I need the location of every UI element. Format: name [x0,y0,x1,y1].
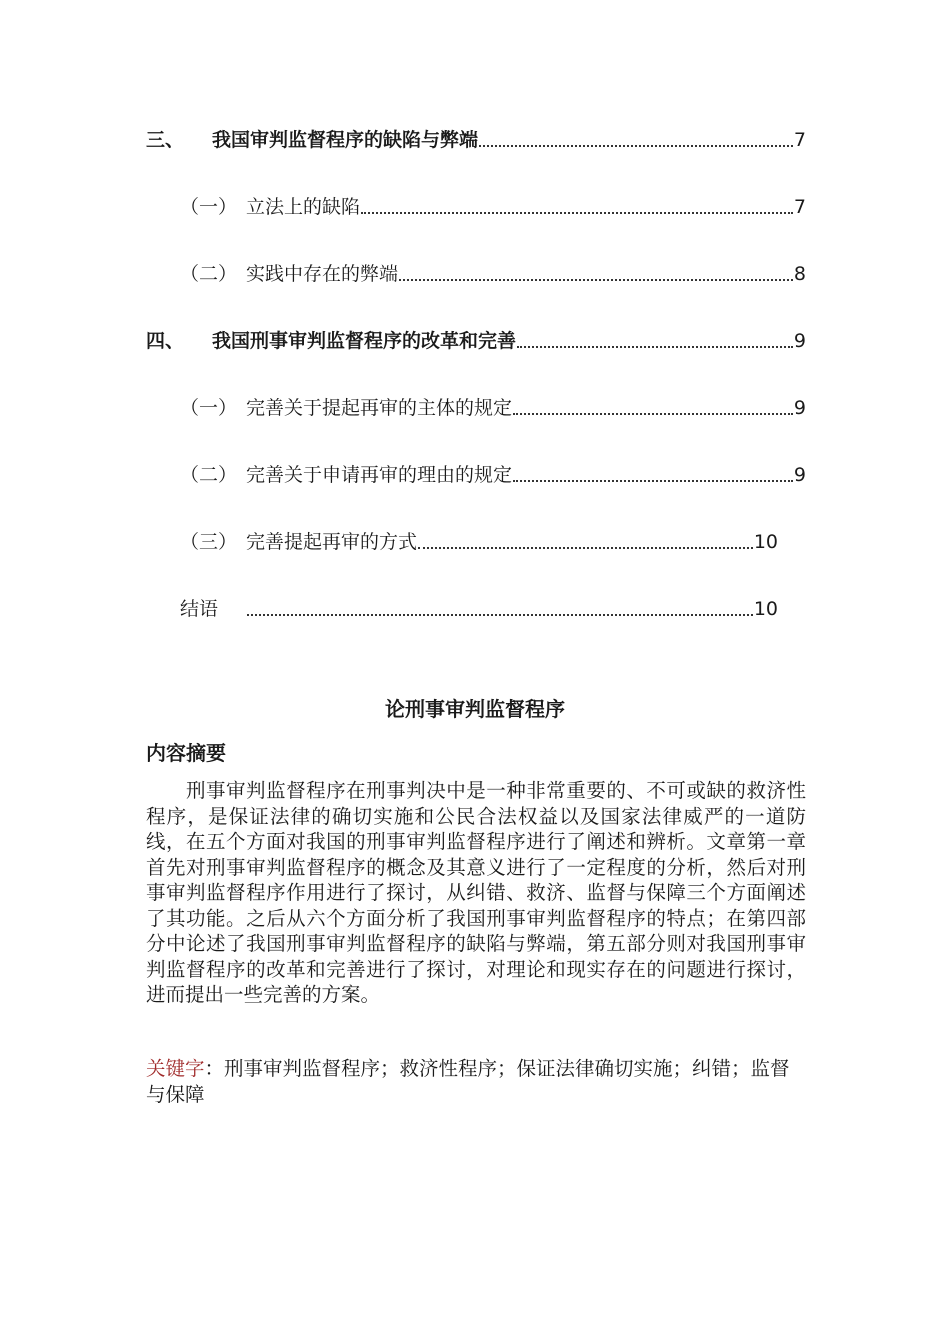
toc-entry[interactable] [180,530,778,554]
toc-entry-title: 我国刑事审判监督程序的改革和完善 [212,330,517,352]
toc-entry-number: （三） [180,531,238,553]
toc-entry[interactable] [146,128,806,152]
toc-entry-number: 三、 [146,129,185,151]
keywords-text: 刑事审判监督程序；救济性程序；保证法律确切实施；纠错；监督与保障 [146,1057,790,1106]
toc-entry-page: 7 [793,196,806,218]
toc-leader-dots [517,346,793,348]
toc-entry-number: （一） [180,196,238,218]
toc-entry-page: 9 [793,464,806,486]
toc-entry-title: 我国审判监督程序的缺陷与弊端 [212,129,479,151]
toc-entry-number: （二） [180,464,238,486]
toc-entry-page: 9 [793,330,806,352]
toc-entry-page: 10 [753,531,778,553]
toc-entry[interactable] [180,463,806,487]
toc-leader-dots [479,145,793,147]
toc-entry-number: （二） [180,263,238,285]
keywords-label: 关键字 [146,1057,205,1080]
toc-entry-number: （一） [180,397,238,419]
toc-entry-title: 实践中存在的弊端 [246,263,399,285]
keywords-separator: ： [204,1057,225,1080]
toc-leader-dots [361,212,793,214]
toc-entry-title: 完善提起再审的方式 [246,531,418,553]
toc-leader-dots [418,547,753,549]
toc-entry[interactable] [180,262,806,286]
toc-entry-page: 7 [793,129,806,151]
toc-entry[interactable] [180,195,806,219]
toc-leader-dots [513,413,793,415]
toc-entry-title: 完善关于提起再审的主体的规定 [246,397,513,419]
document-title: 论刑事审判监督程序 [385,697,565,721]
toc-leader-dots [513,480,793,482]
toc-entry[interactable] [180,597,778,621]
toc-entry-title: 立法上的缺陷 [246,196,361,218]
toc-leader-dots [399,279,793,281]
toc-entry[interactable] [180,396,806,420]
toc-entry-page: 9 [793,397,806,419]
abstract-paragraph: 刑事审判监督程序在刑事判决中是一种非常重要的、不可或缺的救济性程序，是保证法律的确切实施和公民合法权益以及国家法律威严的一道防线，在五个方面对我国的刑事审判监督程序进行了阐述和辨析。文章第一章首先对刑事审判监督程序的概念及其意义进行了一定程度的分析，然后对刑事审判监督程序作用进行了探讨，从纠错、救济、监督与保障三个方面阐述了其功能。之后从六个方面分析了我国刑事审判监督程序的特点；在第四部分中论述了我国刑事审判监督程序的缺陷与弊端，第五部分则对我国刑事审判监督程序的改革和完善进行了探讨，对理论和现实存在的问题进行探讨，进而提出一些完善的方案。 [146,779,806,1006]
keywords-line [146,1056,806,1107]
toc-entry-title: 完善关于申请再审的理由的规定 [246,464,513,486]
toc-entry-page: 10 [753,598,778,620]
toc-entry-number: 结语 [180,598,219,620]
abstract-heading: 内容摘要 [146,741,226,765]
toc-entry[interactable] [146,329,806,353]
toc-entry-number: 四、 [146,330,185,352]
toc-leader-dots [247,614,753,616]
toc-entry-page: 8 [793,263,806,285]
